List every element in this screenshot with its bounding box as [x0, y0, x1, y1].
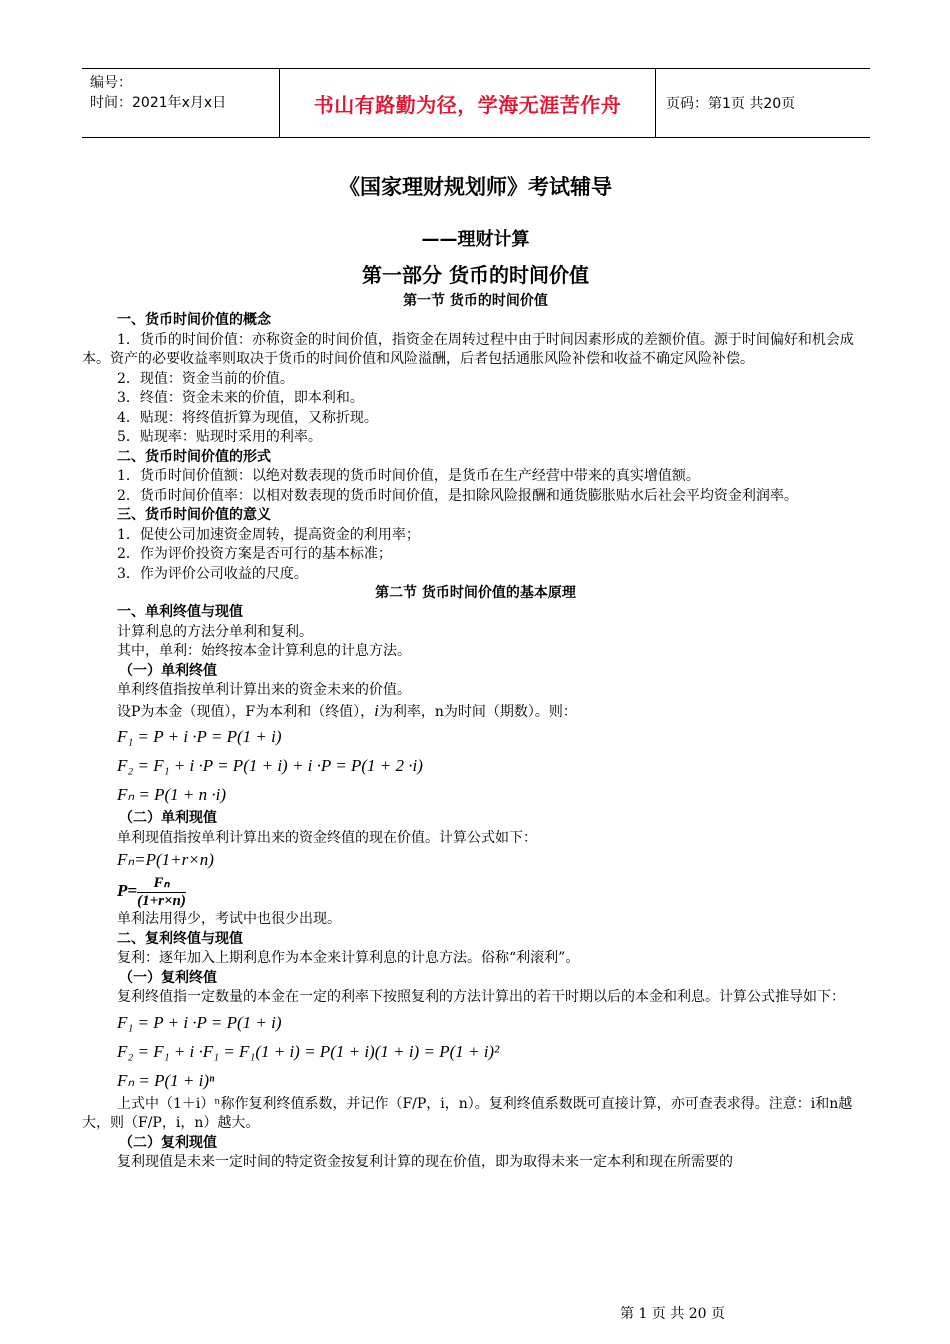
- formula-f6: F₁ = P + i ·P = P(1 + i): [117, 1012, 282, 1032]
- heading-significance: 三、货币时间价值的意义: [117, 507, 271, 523]
- section-heading-2: 第二节 货币时间价值的基本原理: [375, 585, 576, 601]
- section-heading-1: 第一节 货币的时间价值: [403, 293, 548, 309]
- header-motto: 书山有路勤为径，学海无涯苦作舟: [313, 92, 622, 117]
- paragraph-variables: 设P为本金（现值），F为本利和（终值），i为利率，n为时间（期数）。则：: [117, 700, 577, 720]
- subheading-compound-fv: （一）复利终值: [119, 969, 217, 986]
- paragraph: 1．促使公司加速资金周转，提高资金的利用率；: [117, 526, 420, 543]
- header-page-info: 页码：第1页 共20页: [666, 96, 796, 112]
- paragraph: 计算利息的方法分单利和复利。: [117, 623, 313, 640]
- paragraph: 5．贴现率：贴现时采用的利率。: [117, 429, 322, 445]
- heading-compound-interest: 二、复利终值与现值: [117, 930, 243, 947]
- page-header: [82, 68, 870, 138]
- heading-simple-interest: 一、单利终值与现值: [117, 604, 243, 620]
- formula-f7: F₂ = F₁ + i ·F₁ = F₁(1 + i) = P(1 + i)(1 + i) = P(1 + i)²: [117, 1041, 500, 1061]
- paragraph: 4．贴现：将终值折算为现值，又称折现。: [117, 409, 378, 426]
- paragraph: 1．货币的时间价值：亦称资金的时间价值，指资金在周转过程中由于时间因素形成的差额价值。源于时间偏好和机会成本。资产的必要收益率则取决于货币的时间价值和风险溢酬，后者包括通胀风险补偿和收益不确定风险补偿。: [82, 331, 854, 367]
- subheading-compound-pv: （二）复利现值: [119, 1134, 217, 1151]
- paragraph: 其中，单利：始终按本金计算利息的计息方法。: [117, 643, 411, 659]
- header-time: 时间：2021年x月x日: [90, 95, 227, 111]
- formula-f2: F₂ = F₁ + i ·P = P(1 + i) + i ·P = P(1 + 2 ·i): [117, 756, 423, 775]
- paragraph: 1．货币时间价值额：以绝对数表现的货币时间价值，是货币在生产经营中带来的真实增值额。: [117, 468, 700, 484]
- paragraph: 2．现值：资金当前的价值。: [117, 370, 294, 387]
- paragraph: 复利：逐年加入上期利息作为本金来计算利息的计息方法。俗称“利滚利”。: [117, 950, 580, 966]
- paragraph: 2．货币时间价值率：以相对数表现的货币时间价值，是扣除风险报酬和通货膨胀贴水后社会平均资金利润率。: [117, 487, 798, 504]
- heading-concept: 一、货币时间价值的概念: [117, 312, 271, 328]
- paragraph: 3．终值：资金未来的价值，即本利和。: [117, 390, 364, 406]
- page-footer: 第 1 页 共 20 页: [620, 1306, 725, 1322]
- paragraph: 复利终值指一定数量的本金在一定的利率下按照复利的方法计算出的若干时期以后的本金和利息。计算公式推导如下：: [117, 989, 845, 1005]
- formula-f1: F₁ = P + i ·P = P(1 + i): [117, 727, 282, 746]
- header-meta: [82, 69, 280, 137]
- paragraph: 单利终值指按单利计算出来的资金未来的价值。: [117, 682, 411, 698]
- formula-f5: P= $\frac{\text{Fₙ}}{(1+r\times n)}$: [117, 874, 186, 909]
- formula-f4: Fₙ=P(1+r×n): [117, 850, 214, 869]
- formula-f8: Fₙ = P(1 + i)ⁿ: [117, 1070, 215, 1090]
- formula-f3: Fₙ = P(1 + n ·i): [117, 785, 227, 804]
- doc-title: 《国家理财规划师》考试辅导: [339, 175, 612, 199]
- paragraph: 3．作为评价公司收益的尺度。: [117, 565, 308, 582]
- subheading-simple-pv: （二）单利现值: [119, 810, 217, 826]
- paragraph: 单利法用得少，考试中也很少出现。: [117, 911, 341, 927]
- doc-subtitle: ——理财计算: [421, 229, 530, 250]
- subheading-simple-fv: （一）单利终值: [119, 662, 217, 679]
- paragraph: 上式中（1＋i）ⁿ称作复利终值系数，并记作（F/P，i，n）。复利终值系数既可直接计算，亦可查表求得。注意：i和n越大，则（F/P，i，n）越大。: [82, 1095, 853, 1131]
- part-heading: 第一部分 货币的时间价值: [362, 263, 589, 287]
- paragraph: 2．作为评价投资方案是否可行的基本标准；: [117, 546, 392, 562]
- header-motto-cell: [280, 69, 656, 137]
- heading-forms: 二、货币时间价值的形式: [117, 448, 271, 465]
- header-number: 编号：: [90, 75, 132, 91]
- paragraph: 单利现值指按单利计算出来的资金终值的现在价值。计算公式如下：: [117, 829, 537, 846]
- paragraph: 复利现值是未来一定时间的特定资金按复利计算的现在价值，即为取得未来一定本利和现在所需要的: [117, 1154, 733, 1170]
- document-body: [82, 175, 869, 1173]
